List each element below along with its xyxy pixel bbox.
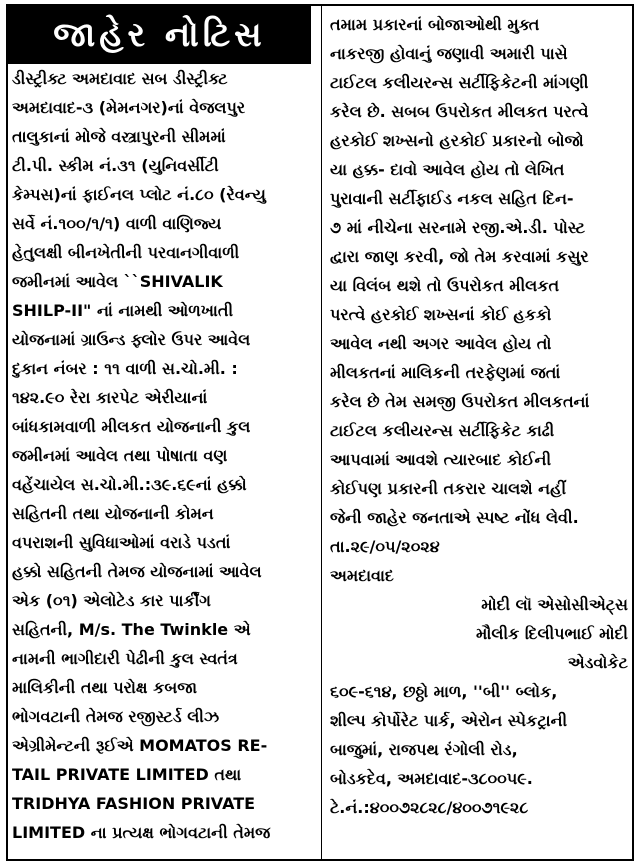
body-line: કોઈપણ પ્રકારની તકરાર ચાલશે નહીં <box>330 479 567 498</box>
body-line: દુકાન નંબર : ૧૧ વાળી સ.ચો.મી. : <box>12 359 238 378</box>
body-line: TAIL PRIVATE LIMITED તથા <box>12 765 242 784</box>
body-line: તાલુકાનાં મોજે વસ્ત્રાપુરની સીમમાં <box>12 127 226 146</box>
body-line: એક (૦૧) એલોટેડ કાર પાર્કીંગ <box>12 591 211 610</box>
body-line: તમામ પ્રકારનાં બોજાઓથી મુક્ત <box>330 15 540 34</box>
address-line: બાજુમાં, રાજપથ રંગોલી રોડ, <box>330 740 518 759</box>
body-line: સહિતની તથા યોજનાની કોમન <box>12 504 214 523</box>
body-line: હક્કો સહિતની તેમજ યોજનામાં આવેલ <box>12 562 262 581</box>
body-line: જેની જાહેર જનતાએ સ્પષ્ટ નોંધ લેવી. <box>330 508 579 527</box>
body-line: જમીનમાં આવેલ ``SHIVALIK <box>12 272 223 291</box>
body-line: અમદાવાદ-૩ (મેમનગર)નાં વેજલપુર <box>12 98 246 117</box>
address-line: બોડકદેવ, અમદાવાદ-૩૮૦૦૫૯. <box>330 769 533 788</box>
advocate-title: એડવોકેટ <box>567 653 628 672</box>
body-line: કરેલ છે. સબબ ઉપરોકત મીલકત પરત્વે <box>330 102 589 121</box>
address-line: ૬૦૯-૬૧૪, છઠ્ઠો માળ, ''બી'' બ્લોક, <box>330 682 558 701</box>
body-line: નાકરજી હોવાનું જણાવી અમારી પાસે <box>330 44 568 63</box>
body-line: TRIDHYA FASHION PRIVATE <box>12 794 256 813</box>
body-line: પુરાવાની સર્ટીફાઈડ નકલ સહિત દિન- <box>330 189 574 208</box>
body-line: ભોગવટાની તેમજ રજીસ્ટર્ડ લીઝ <box>12 707 220 726</box>
notice-city: અમદાવાદ <box>330 566 394 585</box>
body-line: હરકોઈ શખ્સનો હરકોઈ પ્રકારનો બોજો <box>330 131 584 150</box>
public-notice <box>6 4 634 861</box>
body-line: દ્વારા જાણ કરવી, જો તેમ કરવામાં કસુર <box>330 247 589 266</box>
firm-name: મોદી લૉ એસોસીએટ્સ <box>481 595 628 614</box>
body-line: ૭ માં નીચેના સરનામે રજી.એ.ડી. પોસ્ટ <box>330 218 586 237</box>
body-line: ૧૪૨.૯૦ રેરા કારપેટ એરીયાનાં <box>12 388 208 407</box>
body-line: ટાઈટલ કલીયરન્સ સર્ટીફિકેટની માંગણી <box>330 73 589 92</box>
body-line: એગ્રીમેન્ટની રૂઈએ MOMATOS RE- <box>12 736 268 755</box>
body-line: SHILP-II" નાં નામથી ઓળખાતી <box>12 301 234 320</box>
body-line: જમીનમાં આવેલ તથા પોષાતા વણ <box>12 446 228 465</box>
body-line: વહેંચાયેલ સ.ચો.મી.:૩૯.૬૯નાં હક્કો <box>12 475 247 494</box>
body-line: પરત્વે હરકોઈ શખ્સનાં કોઈ હકકો <box>330 305 552 324</box>
body-line: હેતુલક્ષી બીનખેતીની પરવાનગીવાળી <box>12 243 240 262</box>
body-line: ડીસ્ટ્રીક્ટ અમદાવાદ સબ ડીસ્ટ્રીક્ટ <box>12 69 228 88</box>
body-line: કેમ્પસ)નાં ફાઈનલ પ્લોટ નં.૮૦ (રેવન્યુ <box>12 185 266 204</box>
body-line: વપરાશની સુવિધાઓમાં વરાડે પડતાં <box>12 533 231 552</box>
body-line: આપવામાં આવશે ત્યારબાદ કોઈની <box>330 450 552 469</box>
body-line: ટાઈટલ કલીયરન્સ સર્ટીફિકેટ કાઢી <box>330 421 555 440</box>
body-line: મીલકતનાં માલિકની તરફેણમાં જતાં <box>330 363 561 382</box>
body-line: માલિકીની તથા પરોક્ષ કબજા <box>12 678 197 697</box>
notice-date: તા.૨૯/૦૫/૨૦૨૪ <box>330 537 440 556</box>
body-line: યા હક્ક- દાવો આવેલ હોય તો લેખિત <box>330 160 565 179</box>
body-line: ટી.પી. સ્કીમ નં.૩૧ (યુનિવર્સીટી <box>12 156 219 175</box>
body-line: સર્વે નં.૧૦૦/૧/૧) વાળી વાણિજ્ય <box>12 214 222 233</box>
advocate-name: મૌલીક દિલીપભાઈ મોદી <box>475 624 628 643</box>
body-line: સહિતની, M/s. The Twinkle એ <box>12 620 251 639</box>
body-line: LIMITED ના પ્રત્યક્ષ ભોગવટાની તેમજ <box>12 823 271 842</box>
notice-title: જાહેર નોટિસ <box>8 6 311 64</box>
body-line: બાંધકામવાળી મીલકત યોજનાની કુલ <box>12 417 251 436</box>
address-line: શીલ્પ કોર્પોરેટ પાર્ક, એરોન સ્પેકટ્રાની <box>330 711 568 730</box>
body-line: આવેલ નથી અગર આવેલ હોય તો <box>330 334 552 353</box>
body-line: નામની ભાગીદારી પેઢીની કુલ સ્વતંત્ર <box>12 649 238 668</box>
body-line: યા વિલંબ થશે તો ઉપરોકત મીલકત <box>330 276 560 295</box>
body-line: કરેલ છે તેમ સમજી ઉપરોકત મીલકતનાં <box>330 392 590 411</box>
phone-numbers: ટે.નં.:૪૦૦૭૨૮૨૮/૪૦૦૭૧૯૨૮ <box>330 798 529 817</box>
column-divider <box>321 6 322 859</box>
body-line: યોજનામાં ગ્રાઉન્ડ ફ્લોર ઉપર આવેલ <box>12 330 251 349</box>
